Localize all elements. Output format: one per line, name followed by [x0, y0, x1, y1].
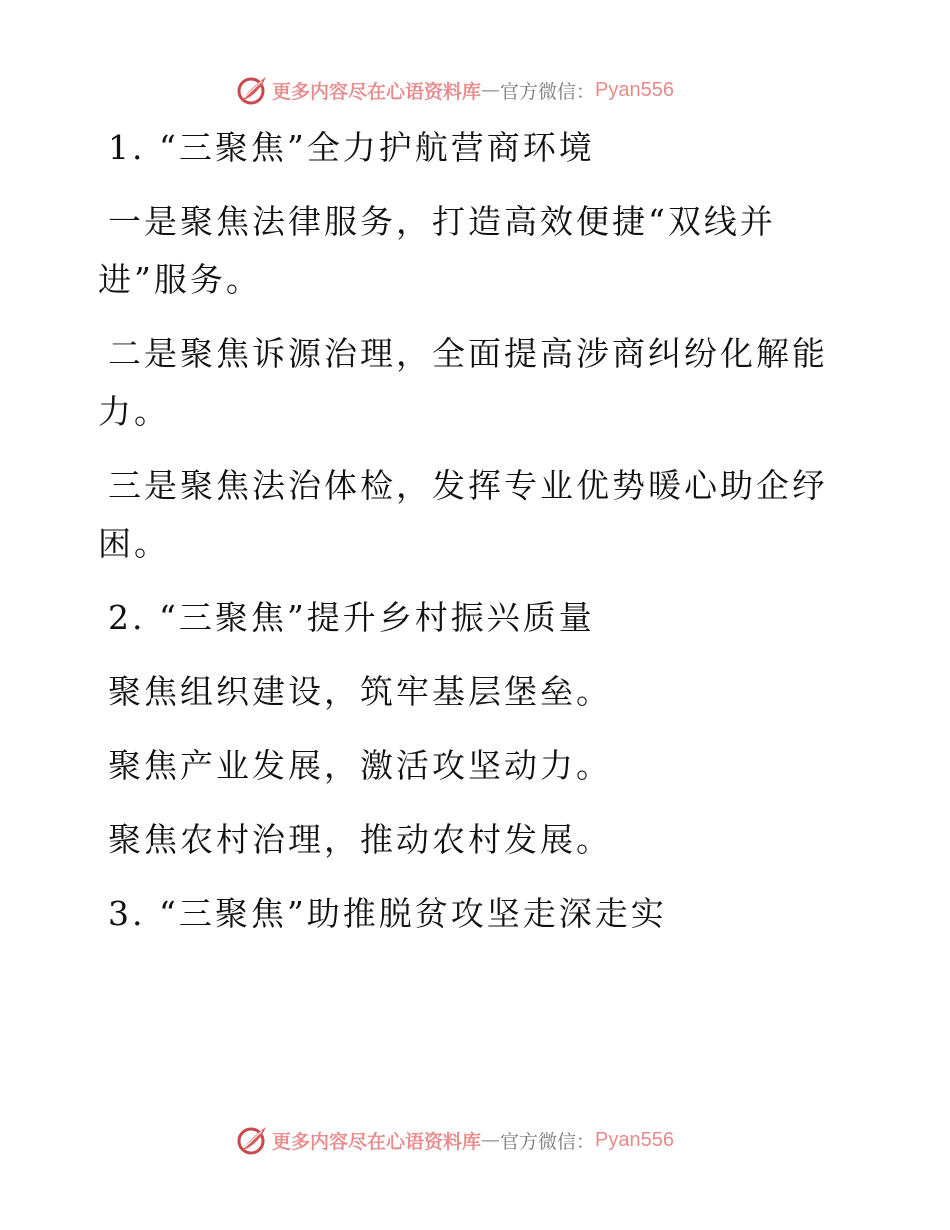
section-heading-3: 3. “三聚焦”助推脱贫攻坚走深走实	[108, 894, 667, 933]
paragraph-line: 二是聚焦诉源治理，全面提高涉商纠纷化解能	[108, 334, 828, 373]
watermark-dash: —	[481, 1129, 501, 1151]
feather-quill-logo-icon	[236, 74, 268, 106]
section-heading-2: 2. “三聚焦”提升乡村振兴质量	[108, 598, 595, 637]
watermark-brand: 更多内容尽在心语资料库	[272, 80, 482, 103]
paragraph-line: 聚焦农村治理，推动农村发展。	[108, 820, 612, 859]
watermark-dash: —	[481, 79, 501, 101]
feather-quill-logo-icon	[236, 1124, 268, 1156]
watermark-label: 官方微信：	[500, 1130, 596, 1153]
footer-watermark	[236, 1123, 674, 1157]
paragraph-line: 三是聚焦法治体检，发挥专业优势暖心助企纾	[108, 466, 828, 505]
watermark-brand: 更多内容尽在心语资料库	[272, 1130, 482, 1153]
paragraph-line: 困。	[98, 524, 170, 563]
watermark-account: Pyan556	[595, 1128, 674, 1151]
paragraph-line: 聚焦组织建设，筑牢基层堡垒。	[108, 672, 612, 711]
paragraph-line: 进”服务。	[98, 260, 262, 299]
section-heading-1: 1. “三聚焦”全力护航营商环境	[108, 128, 595, 167]
watermark-label: 官方微信：	[500, 80, 596, 103]
header-watermark	[236, 73, 674, 107]
watermark-account: Pyan556	[595, 78, 674, 101]
paragraph-line: 聚焦产业发展，激活攻坚动力。	[108, 746, 612, 785]
paragraph-line: 一是聚焦法律服务，打造高效便捷“双线并	[108, 202, 776, 241]
paragraph-line: 力。	[98, 392, 170, 431]
